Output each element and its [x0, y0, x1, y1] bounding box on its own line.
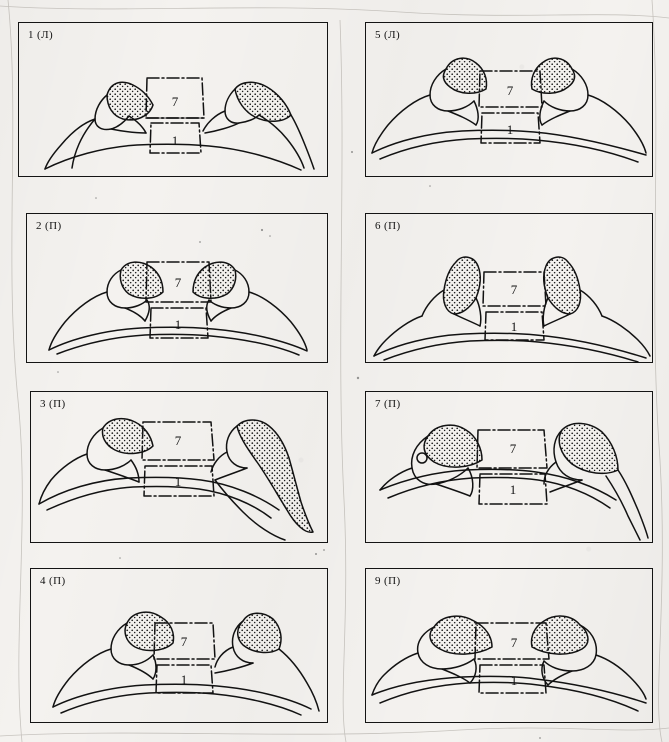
panel-inner-numbers-9: [366, 569, 654, 724]
svg-text:7: 7: [510, 282, 518, 297]
panel-inner-numbers-6: [366, 214, 654, 364]
panel-label-9: 9 (П): [375, 575, 401, 587]
panel-label-6: 6 (П): [375, 220, 401, 232]
panel-label-1: 1 (Л): [28, 29, 54, 41]
svg-text:1: 1: [510, 319, 518, 334]
svg-text:7: 7: [510, 635, 518, 650]
figure-panel-9: [365, 568, 653, 723]
svg-text:7: 7: [180, 634, 188, 649]
svg-text:1: 1: [171, 133, 179, 148]
svg-text:1: 1: [510, 673, 518, 688]
figure-panel-4: [30, 568, 328, 723]
figure-panel-2: [26, 213, 328, 363]
panel-inner-numbers-3: [31, 392, 329, 544]
svg-text:1: 1: [506, 122, 514, 137]
figure-panel-5: [365, 22, 653, 177]
panel-label-5: 5 (Л): [375, 29, 401, 41]
panel-inner-numbers-5: [366, 23, 654, 178]
svg-text:7: 7: [506, 83, 514, 98]
panel-inner-numbers-2: [27, 214, 329, 364]
svg-text:1: 1: [174, 474, 182, 489]
svg-text:1: 1: [174, 317, 182, 332]
svg-text:7: 7: [174, 275, 182, 290]
svg-text:1: 1: [180, 672, 188, 687]
svg-text:7: 7: [174, 433, 182, 448]
panel-inner-numbers-7: [366, 392, 654, 544]
figure-panel-3: [30, 391, 328, 543]
figure-panel-7: [365, 391, 653, 543]
svg-text:1: 1: [509, 482, 517, 497]
panel-label-4: 4 (П): [40, 575, 66, 587]
figure-panel-1: [18, 22, 328, 177]
panel-label-2: 2 (П): [36, 220, 62, 232]
figure-panel-6: [365, 213, 653, 363]
svg-text:7: 7: [171, 94, 179, 109]
panel-label-3: 3 (П): [40, 398, 66, 410]
panel-label-7: 7 (П): [375, 398, 401, 410]
svg-text:7: 7: [509, 441, 517, 456]
panel-inner-numbers-4: [31, 569, 329, 724]
panel-inner-numbers-1: [19, 23, 329, 178]
